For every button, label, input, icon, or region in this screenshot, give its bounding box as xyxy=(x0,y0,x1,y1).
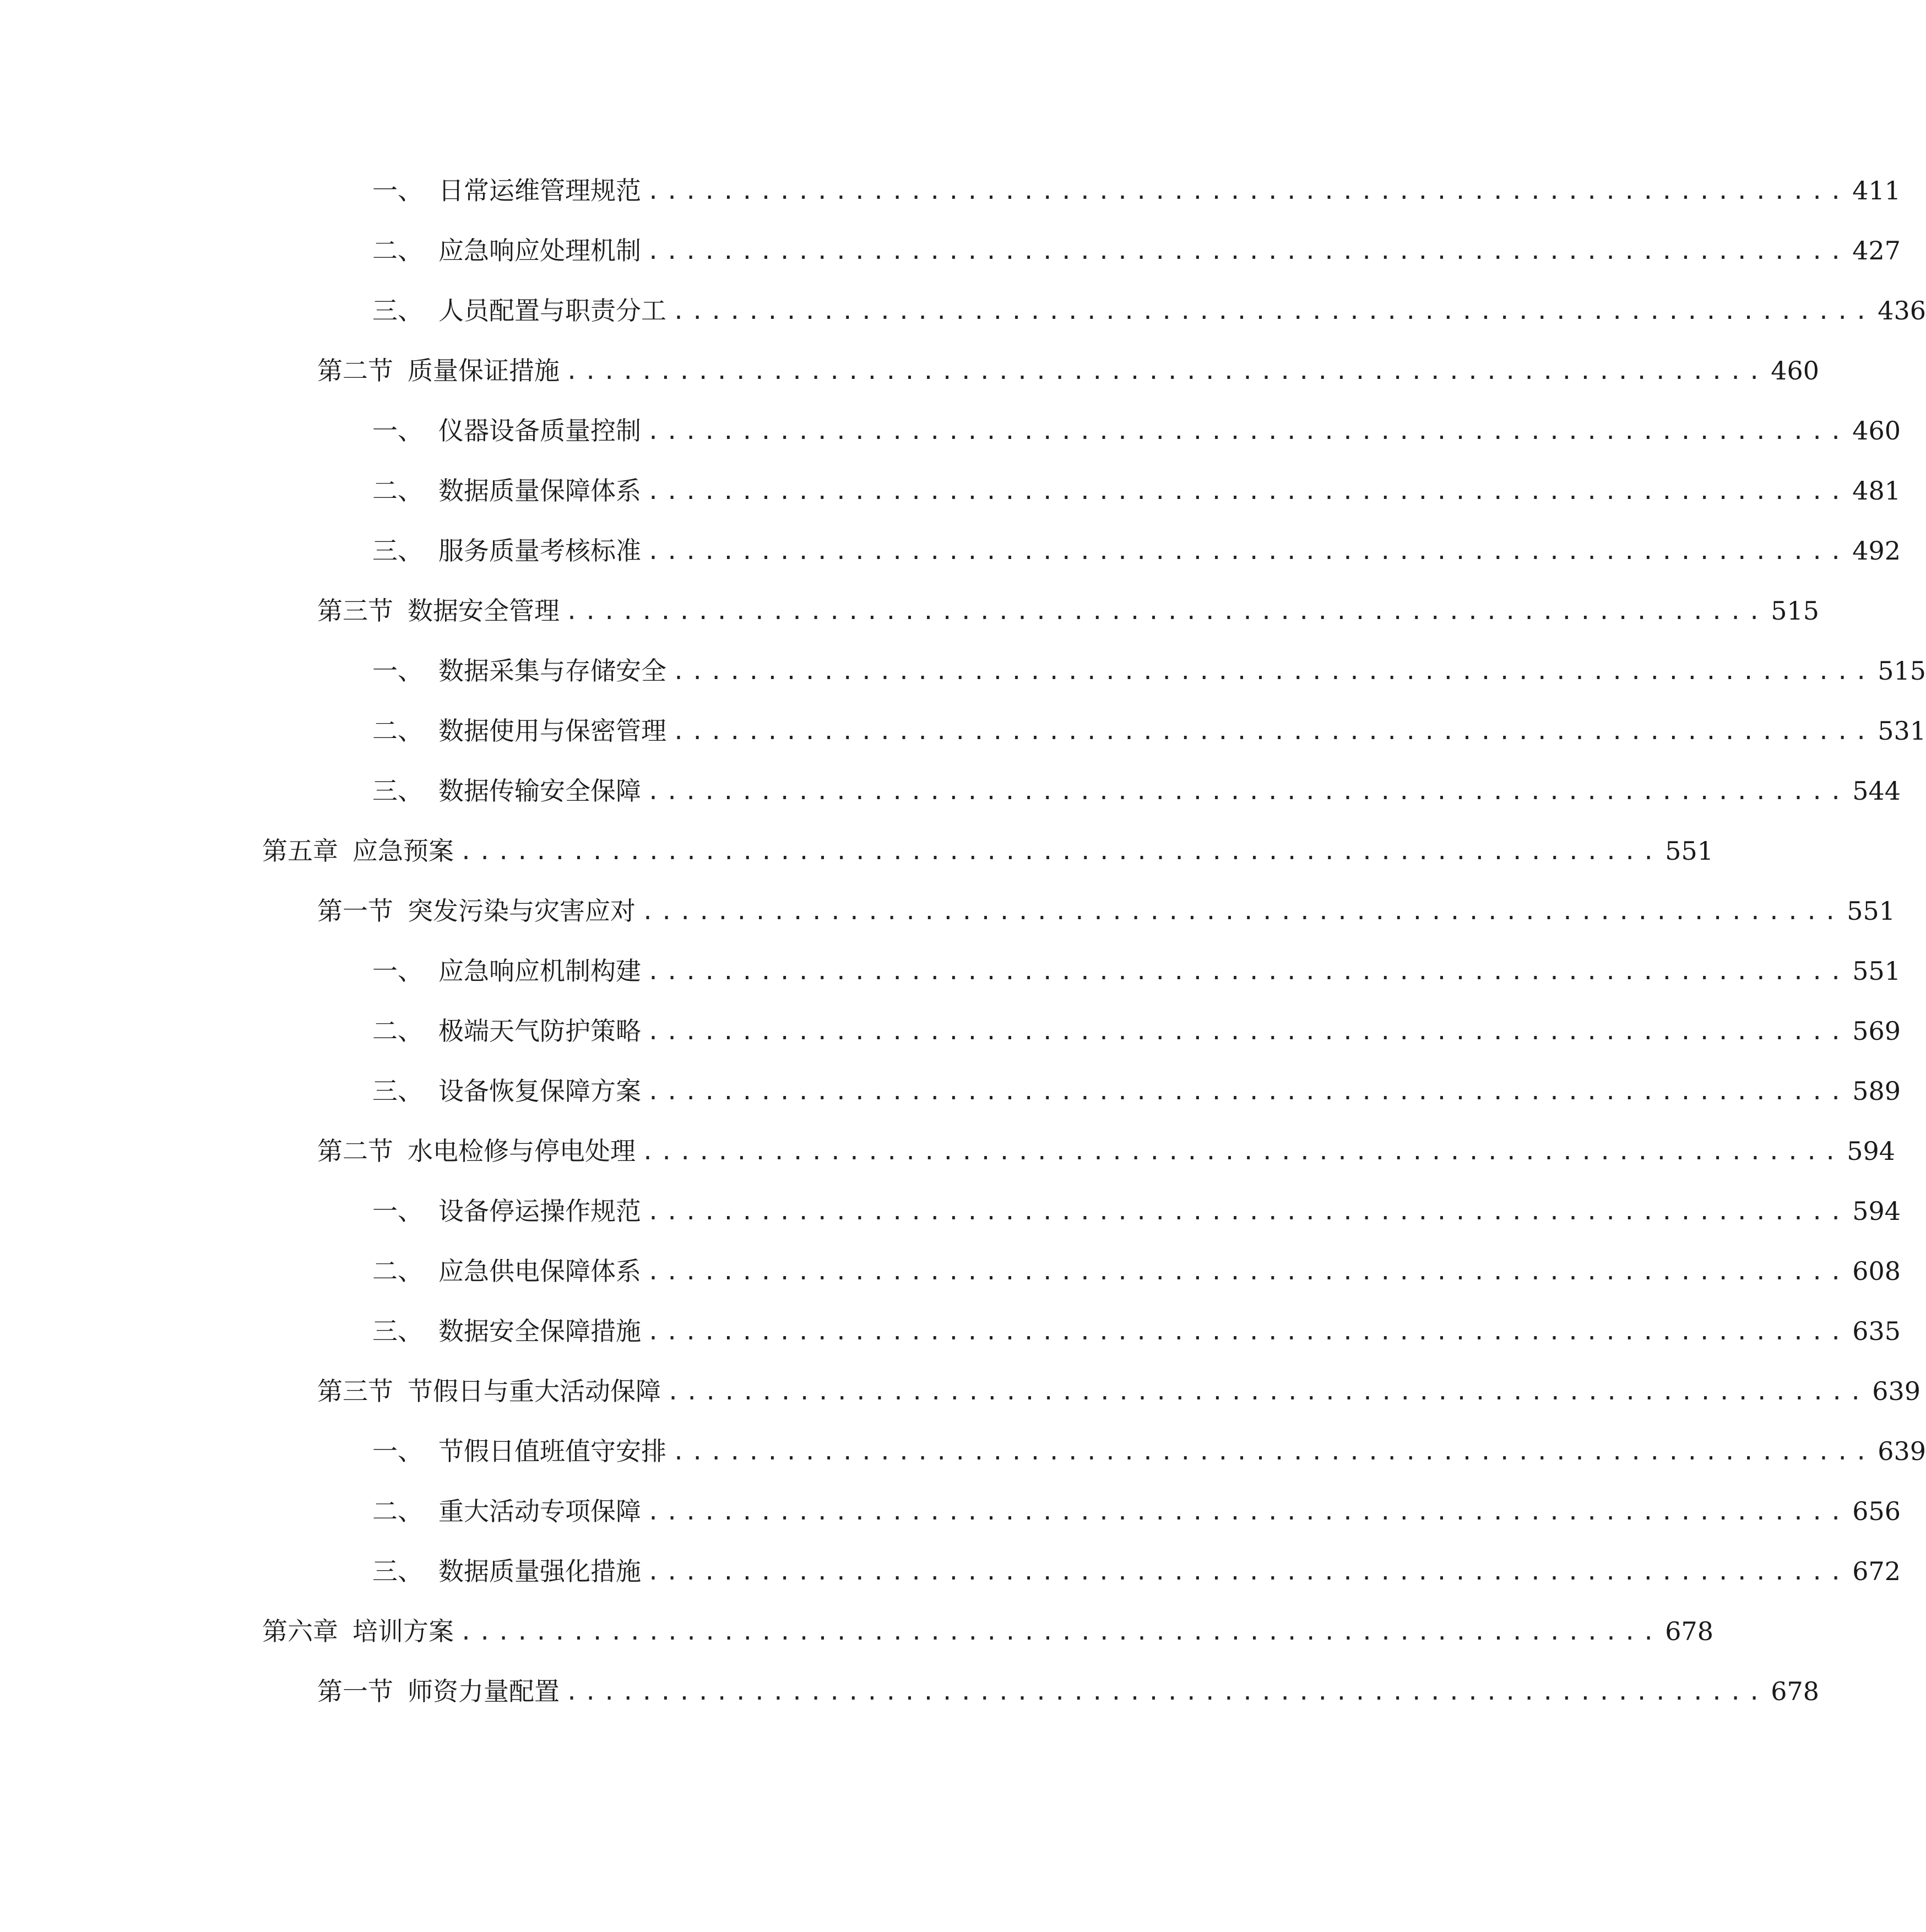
toc-entry[interactable] xyxy=(372,1544,1901,1588)
toc-entry[interactable] xyxy=(317,1664,1820,1708)
toc-entry[interactable] xyxy=(317,883,1896,927)
toc-entry[interactable] xyxy=(372,1063,1901,1108)
toc-entry-number: 一、 xyxy=(372,176,423,205)
toc-entry[interactable] xyxy=(317,1364,1921,1408)
toc-entry-number: 三、 xyxy=(372,296,423,325)
toc-leader-dots: ................................................................ xyxy=(672,659,1874,685)
toc-entry-page: 515 xyxy=(1771,596,1820,626)
toc-leader-dots: ................................................................ xyxy=(641,1139,1843,1165)
toc-entry[interactable] xyxy=(317,583,1820,627)
toc-entry-page: 551 xyxy=(1847,896,1896,926)
toc-entry-title: 数据质量保障体系 xyxy=(438,476,641,506)
toc-entry-number: 一、 xyxy=(372,956,423,986)
toc-leader-dots: ................................................................ xyxy=(666,1380,1868,1405)
toc-entry-page: 594 xyxy=(1852,1196,1901,1226)
toc-leader-dots: ................................................................ xyxy=(647,539,1848,565)
toc-entry-title: 应急响应机制构建 xyxy=(438,956,641,986)
toc-entry-page: 531 xyxy=(1878,716,1926,746)
toc-entry-page: 594 xyxy=(1847,1136,1896,1166)
toc-entry[interactable] xyxy=(372,763,1901,807)
toc-entry[interactable] xyxy=(372,1304,1901,1348)
toc-entry-title: 节假日值班值守安排 xyxy=(438,1436,666,1466)
toc-leader-dots: ................................................................ xyxy=(672,719,1874,745)
toc-entry[interactable] xyxy=(372,1424,1926,1468)
toc-entry-number: 二、 xyxy=(372,236,423,265)
toc-entry-page: 639 xyxy=(1872,1376,1921,1406)
toc-entry-title: 培训方案 xyxy=(352,1616,454,1646)
toc-leader-dots: ................................................................ xyxy=(672,1440,1874,1465)
toc-leader-dots: ................................................................ xyxy=(647,239,1848,264)
toc-entry-page: 515 xyxy=(1878,656,1926,686)
toc-entry-number: 三、 xyxy=(372,776,423,806)
toc-entry-title: 节假日与重大活动保障 xyxy=(408,1376,661,1406)
toc-entry-title: 重大活动专项保障 xyxy=(438,1496,641,1526)
toc-entry[interactable] xyxy=(372,223,1901,267)
toc-entry[interactable] xyxy=(372,643,1926,687)
toc-entry-title: 数据传输安全保障 xyxy=(438,776,641,806)
toc-leader-dots: ................................................................ xyxy=(647,1079,1848,1105)
toc-leader-dots: ................................................................ xyxy=(647,1200,1848,1225)
toc-entry[interactable] xyxy=(372,943,1901,987)
toc-entry[interactable] xyxy=(372,703,1926,747)
toc-leader-dots: ................................................................ xyxy=(647,1260,1848,1285)
toc-entry-title: 应急预案 xyxy=(352,836,454,866)
toc-entry-page: 678 xyxy=(1771,1676,1820,1706)
toc-entry-title: 应急响应处理机制 xyxy=(438,236,641,265)
toc-entry[interactable] xyxy=(372,403,1901,447)
toc-leader-dots: ................................................................ xyxy=(459,1620,1661,1645)
toc-leader-dots: ................................................................ xyxy=(647,479,1848,504)
toc-entry-page: 672 xyxy=(1852,1556,1901,1586)
toc-entry-number: 二、 xyxy=(372,1016,423,1046)
toc-entry-title: 数据安全管理 xyxy=(408,596,560,626)
toc-entry-number: 二、 xyxy=(372,716,423,746)
toc-entry-title: 数据质量强化措施 xyxy=(438,1556,641,1586)
toc-entry-number: 第二节 xyxy=(317,1136,393,1166)
toc-entry-number: 一、 xyxy=(372,1436,423,1466)
toc-entry-title: 日常运维管理规范 xyxy=(438,176,641,205)
toc-entry-number: 第三节 xyxy=(317,1376,393,1406)
toc-leader-dots: ................................................................ xyxy=(647,1500,1848,1525)
toc-entry-page: 678 xyxy=(1665,1616,1714,1646)
toc-entry[interactable] xyxy=(317,343,1820,387)
toc-entry-title: 数据安全保障措施 xyxy=(438,1316,641,1346)
toc-entry-title: 服务质量考核标准 xyxy=(438,536,641,566)
toc-entry[interactable] xyxy=(372,283,1926,327)
toc-entry-title: 数据采集与存储安全 xyxy=(438,656,666,686)
toc-entry-page: 460 xyxy=(1771,356,1820,386)
toc-leader-dots: ................................................................ xyxy=(647,1019,1848,1045)
toc-entry[interactable] xyxy=(372,1184,1901,1228)
toc-entry-page: 551 xyxy=(1665,836,1714,866)
toc-entry[interactable] xyxy=(372,1484,1901,1528)
toc-leader-dots: ................................................................ xyxy=(647,779,1848,805)
toc-entry-number: 第三节 xyxy=(317,596,393,626)
toc-entry-title: 水电检修与停电处理 xyxy=(408,1136,636,1166)
toc-entry-number: 第一节 xyxy=(317,896,393,926)
toc-leader-dots: ................................................................ xyxy=(565,1680,1767,1705)
toc-entry-page: 569 xyxy=(1852,1016,1901,1046)
toc-entry[interactable] xyxy=(372,1003,1901,1048)
toc-entry-page: 411 xyxy=(1852,176,1901,205)
toc-leader-dots: ................................................................ xyxy=(565,359,1767,384)
toc-entry-page: 427 xyxy=(1852,236,1901,265)
toc-entry[interactable] xyxy=(262,823,1714,867)
toc-leader-dots: ................................................................ xyxy=(647,1560,1848,1585)
toc-entry-title: 极端天气防护策略 xyxy=(438,1016,641,1046)
toc-entry-number: 第一节 xyxy=(317,1676,393,1706)
toc-entry[interactable] xyxy=(372,1244,1901,1288)
toc-entry[interactable] xyxy=(372,463,1901,507)
toc-leader-dots: ................................................................ xyxy=(672,299,1874,324)
toc-entry-page: 460 xyxy=(1852,416,1901,446)
toc-entry[interactable] xyxy=(262,1604,1714,1648)
toc-entry-number: 二、 xyxy=(372,1256,423,1286)
toc-leader-dots: ................................................................ xyxy=(641,899,1843,925)
toc-leader-dots: ................................................................ xyxy=(647,419,1848,444)
toc-entry-number: 三、 xyxy=(372,1556,423,1586)
toc-entry-title: 数据使用与保密管理 xyxy=(438,716,666,746)
toc-entry[interactable] xyxy=(372,163,1901,207)
toc-entry-number: 二、 xyxy=(372,476,423,506)
toc-entry-number: 第六章 xyxy=(262,1616,338,1646)
toc-entry-page: 656 xyxy=(1852,1496,1901,1526)
toc-entry-number: 三、 xyxy=(372,1316,423,1346)
toc-entry[interactable] xyxy=(372,523,1901,567)
toc-entry-title: 质量保证措施 xyxy=(408,356,560,386)
toc-entry-number: 三、 xyxy=(372,536,423,566)
toc-entry-page: 639 xyxy=(1878,1436,1926,1466)
toc-entry-number: 三、 xyxy=(372,1076,423,1106)
toc-entry-number: 一、 xyxy=(372,416,423,446)
toc-entry-page: 635 xyxy=(1852,1316,1901,1346)
toc-entry-title: 设备恢复保障方案 xyxy=(438,1076,641,1106)
toc-leader-dots: ................................................................ xyxy=(647,959,1848,985)
toc-entry-number: 一、 xyxy=(372,1196,423,1226)
toc-entry-title: 突发污染与灾害应对 xyxy=(408,896,636,926)
toc-entry-number: 一、 xyxy=(372,656,423,686)
toc-entry-page: 544 xyxy=(1852,776,1901,806)
toc-entry-title: 师资力量配置 xyxy=(408,1676,560,1706)
toc-entry-title: 仪器设备质量控制 xyxy=(438,416,641,446)
toc-leader-dots: ................................................................ xyxy=(565,599,1767,625)
toc-leader-dots: ................................................................ xyxy=(647,1320,1848,1345)
toc-entry-page: 589 xyxy=(1852,1076,1901,1106)
toc-entry-page: 551 xyxy=(1852,956,1901,986)
toc-entry-page: 492 xyxy=(1852,536,1901,566)
toc-entry-title: 设备停运操作规范 xyxy=(438,1196,641,1226)
toc-entry-title: 人员配置与职责分工 xyxy=(438,296,666,325)
toc-entry-number: 二、 xyxy=(372,1496,423,1526)
toc-entry-page: 436 xyxy=(1878,296,1926,325)
toc-leader-dots: ................................................................ xyxy=(647,179,1848,204)
toc-entry-number: 第五章 xyxy=(262,836,338,866)
toc-entry-page: 481 xyxy=(1852,476,1901,506)
toc-entry-page: 608 xyxy=(1852,1256,1901,1286)
toc-entry[interactable] xyxy=(317,1124,1896,1168)
toc-leader-dots: ................................................................ xyxy=(459,839,1661,865)
toc-entry-title: 应急供电保障体系 xyxy=(438,1256,641,1286)
toc-entry-number: 第二节 xyxy=(317,356,393,386)
